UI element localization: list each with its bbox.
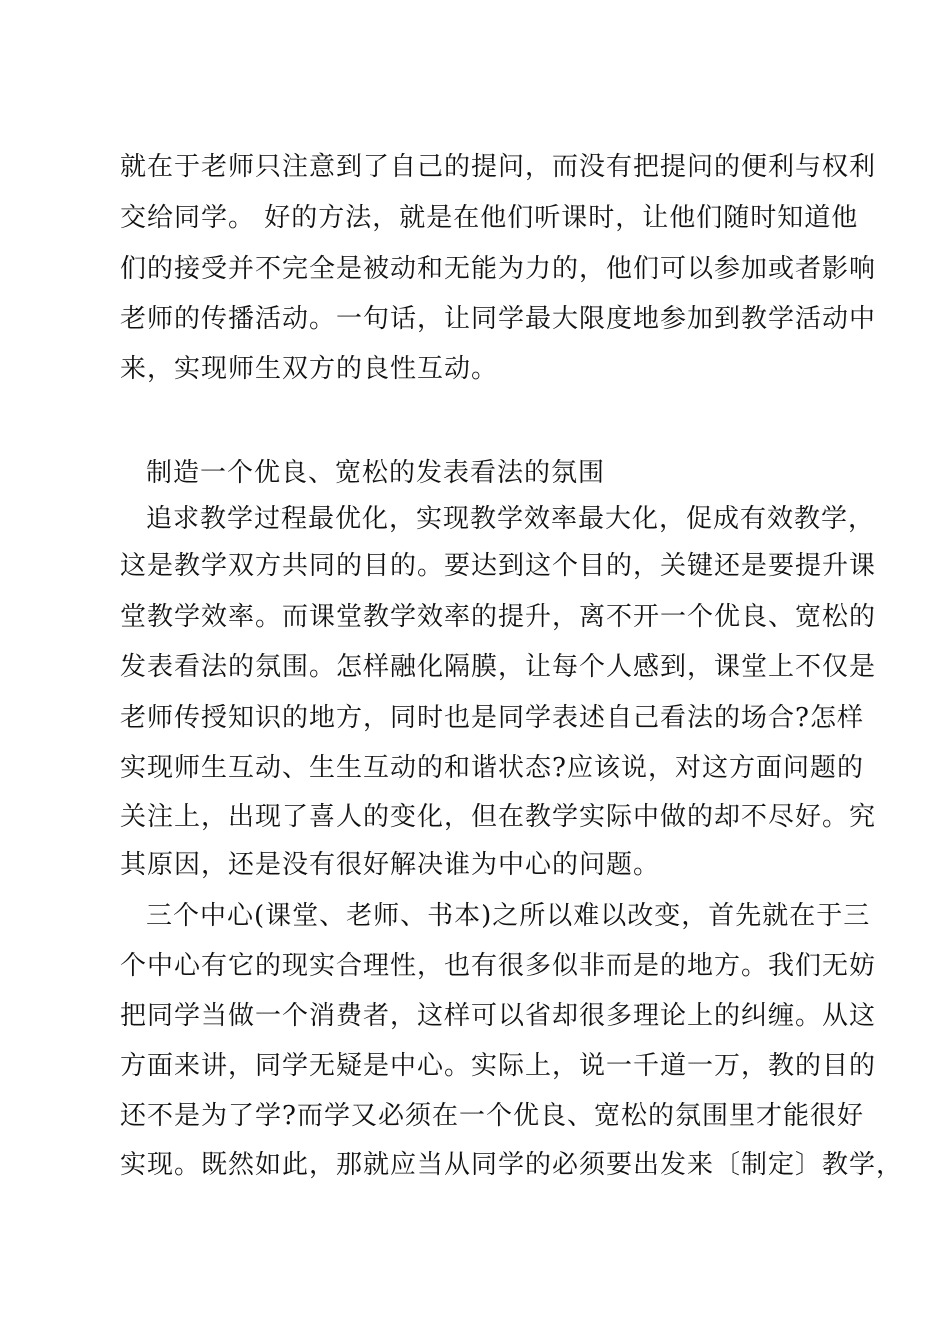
text-line: 追求教学过程最优化，实现教学效率最大化，促成有效教学， (146, 504, 876, 534)
text-line: 关注上，出现了喜人的变化，但在教学实际中做的却不尽好。究 (120, 802, 877, 832)
text-line: 老师的传播活动。一句话，让同学最大限度地参加到教学活动中 (120, 304, 877, 334)
text-line: 还不是为了学?而学又必须在一个优良、宽松的氛围里才能很好 (120, 1101, 864, 1131)
text-line: 个中心有它的现实合理性，也有很多似非而是的地方。我们无妨 (120, 951, 877, 981)
text-line: 交给同学。 好的方法，就是在他们听课时，让他们随时知道他 (120, 203, 859, 233)
section-heading: 制造一个优良、宽松的发表看法的氛围 (146, 458, 606, 488)
text-line: 发表看法的氛围。怎样融化隔膜，让每个人感到，课堂上不仅是 (120, 652, 877, 682)
text-line: 实现师生互动、生生互动的和谐状态?应该说，对这方面问题的 (120, 753, 864, 783)
text-line: 把同学当做一个消费者，这样可以省却很多理论上的纠缠。从这 (120, 1001, 877, 1031)
text-line: 们的接受并不完全是被动和无能为力的，他们可以参加或者影响 (120, 254, 877, 284)
text-line: 老师传授知识的地方，同时也是同学表述自己看法的场合?怎样 (120, 703, 864, 733)
text-line: 就在于老师只注意到了自己的提问，而没有把提问的便利与权利 (120, 152, 877, 182)
text-line: 其原因，还是没有很好解决谁为中心的问题。 (120, 850, 661, 880)
text-line: 实现。既然如此，那就应当从同学的必须要出发来〔制定〕教学， (120, 1150, 904, 1180)
text-line: 来，实现师生双方的良性互动。 (120, 354, 499, 384)
text-line: 这是教学双方共同的目的。要达到这个目的，关键还是要提升课 (120, 551, 877, 581)
text-line: 方面来讲，同学无疑是中心。实际上，说一千道一万，教的目的 (120, 1051, 877, 1081)
text-line: 堂教学效率。而课堂教学效率的提升，离不开一个优良、宽松的 (120, 602, 877, 632)
text-line: 三个中心(课堂、老师、书本)之所以难以改变，首先就在于三 (146, 901, 871, 931)
